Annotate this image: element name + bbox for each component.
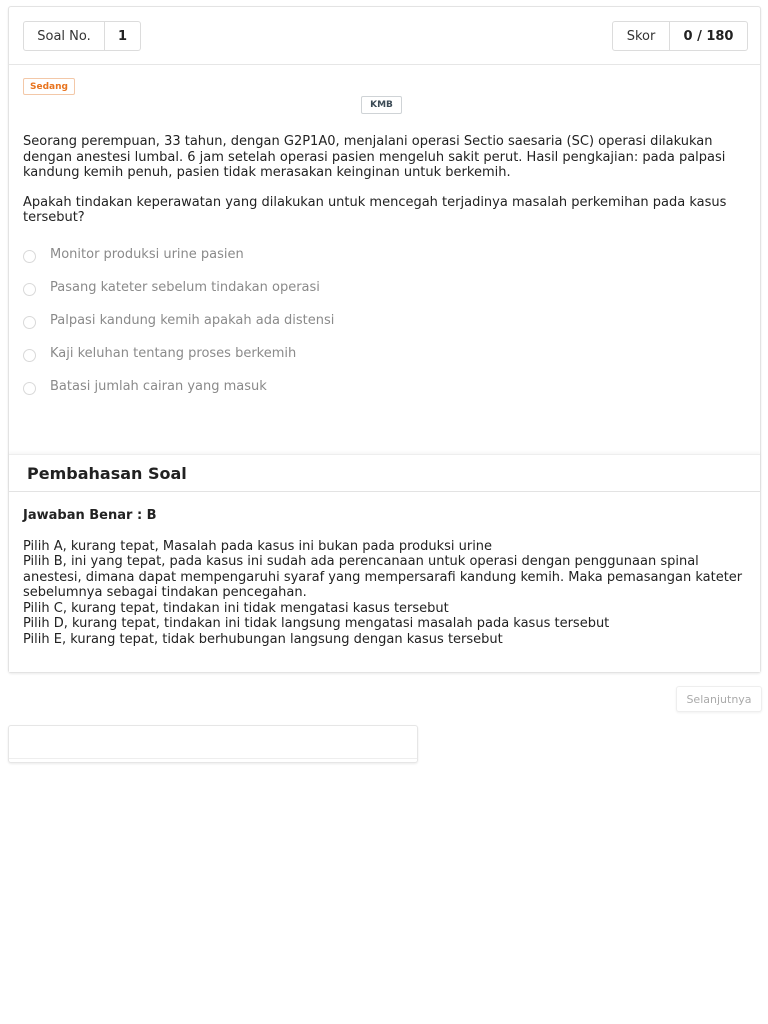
difficulty-badge: Sedang <box>23 78 75 95</box>
discussion-body <box>9 492 760 647</box>
explanation-line: Pilih C, kurang tepat, tindakan ini tidak mengatasi kasus tersebut <box>23 600 449 616</box>
explanation-line: Pilih A, kurang tepat, Masalah pada kasus ini bukan pada produksi urine <box>23 538 493 554</box>
explanation-line: Pilih D, kurang tepat, tindakan ini tidak langsung mengatasi masalah pada kasus tersebut <box>23 616 610 631</box>
option-d[interactable] <box>23 337 748 370</box>
option-label: Monitor produksi urine pasien <box>50 247 244 262</box>
next-button[interactable]: Selanjutnya <box>676 686 762 712</box>
question-number-box <box>23 21 141 51</box>
option-e[interactable] <box>23 370 748 403</box>
question-number-value: 1 <box>117 28 128 44</box>
explanation-line: Pilih E, kurang tepat, tidak berhubungan langsung dengan kasus tersebut <box>23 631 503 647</box>
correct-answer: Jawaban Benar : B <box>23 508 157 523</box>
score-box <box>612 21 748 51</box>
option-a[interactable] <box>23 238 748 271</box>
radio-button[interactable] <box>23 316 36 329</box>
panel-divider <box>9 758 417 759</box>
empty-panel <box>8 725 418 763</box>
header-divider <box>9 64 760 65</box>
score-value: 0 / 180 <box>683 28 734 44</box>
radio-button[interactable] <box>23 382 36 395</box>
option-label: Batasi jumlah cairan yang masuk <box>50 379 267 394</box>
option-label: Pasang kateter sebelum tindakan operasi <box>50 280 320 295</box>
question-card <box>8 6 761 673</box>
score-label: Skor <box>613 22 670 50</box>
discussion-section <box>9 454 760 672</box>
discussion-title: Pembahasan Soal <box>9 454 760 492</box>
category-badge: KMB <box>361 96 402 114</box>
radio-button[interactable] <box>23 349 36 362</box>
option-b[interactable] <box>23 271 748 304</box>
option-label: Kaji keluhan tentang proses berkemih <box>50 346 297 361</box>
answer-options <box>23 238 748 403</box>
question-text <box>23 134 748 240</box>
option-c[interactable] <box>23 304 748 337</box>
explanation-line: Pilih B, ini yang tepat, pada kasus ini sudah ada perencanaan untuk operasi dengan penggunaan spinal anestesi, dimana dapat mempengaruhi syaraf yang mempersarafi kandung kemih. Maka pemasangan kateter sebelumnya sebagai tindakan pencegahan. <box>23 554 743 600</box>
radio-button[interactable] <box>23 250 36 263</box>
question-prompt: Apakah tindakan keperawatan yang dilakukan untuk mencegah terjadinya masalah perkemihan pada kasus tersebut? <box>23 194 727 225</box>
option-label: Palpasi kandung kemih apakah ada distensi <box>50 313 335 328</box>
question-number-label: Soal No. <box>24 22 105 50</box>
radio-button[interactable] <box>23 283 36 296</box>
question-stem: Seorang perempuan, 33 tahun, dengan G2P1A0, menjalani operasi Sectio saesaria (SC) operasi dilakukan dengan anestesi lumbal. 6 jam setelah operasi pasien mengeluh sakit perut. Hasil pengkajian: pada palpasi kandung kemih penuh, pasien tidak merasakan keinginan untuk berkemih. <box>23 134 726 180</box>
